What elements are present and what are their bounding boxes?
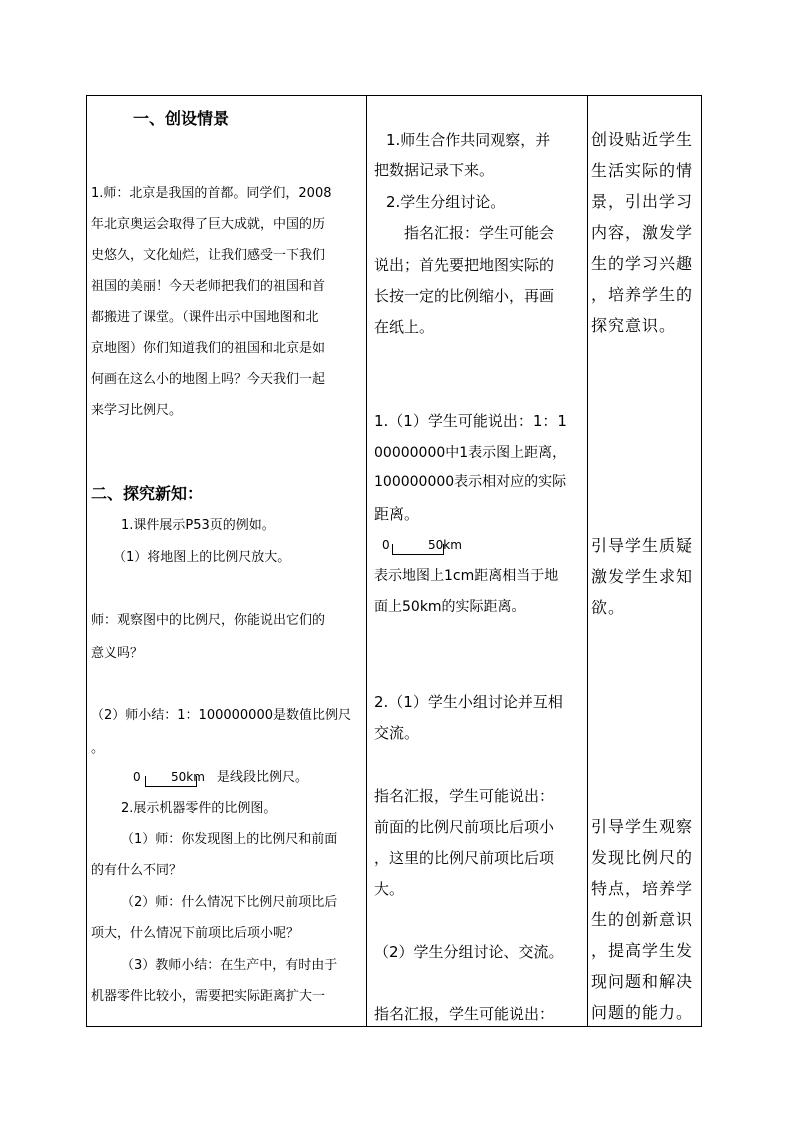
question-line: （1）师：你发现图上的比例尺和前面 — [121, 832, 338, 847]
student-text: 100000000表示相对应的实际 — [374, 474, 567, 490]
intent-text: 引导学生观察 — [591, 817, 694, 836]
column-divider — [587, 96, 588, 1026]
intro-line: 来学习比例尺。 — [91, 403, 183, 418]
teacher-activity-column — [87, 96, 366, 1026]
student-text: 在纸上。 — [374, 318, 435, 336]
intent-text: 引导学生质疑 — [591, 536, 694, 555]
student-text: 面上50km的实际距离。 — [374, 599, 526, 615]
student-text: 1.（1）学生可能说出：1：1 — [374, 412, 567, 430]
question-line: 意义吗？ — [91, 646, 144, 661]
scale-description: 是线段比例尺。 — [217, 770, 309, 785]
intent-text: 生活实际的情 — [591, 161, 694, 180]
student-text: 00000000中1表示图上距离， — [374, 445, 567, 461]
student-text: 大。 — [374, 880, 405, 898]
question-line: 的有什么不同？ — [91, 863, 183, 878]
intent-text: 欲。 — [591, 598, 626, 617]
intent-text: 生的创新意识 — [591, 910, 694, 929]
student-text: 指名汇报，学生可能说出： — [374, 787, 555, 805]
scale-zero-label: 0 — [133, 770, 141, 784]
column-divider — [366, 96, 367, 1026]
step-text: （1）将地图上的比例尺放大。 — [113, 550, 291, 565]
summary-line: （3）教师小结：在生产中，有时由于 — [121, 958, 338, 973]
intro-line: 京地图）你们知道我们的祖国和北京是如 — [91, 341, 326, 356]
student-text: 1.师生合作共同观察，并 — [386, 131, 551, 149]
intro-line: 祖国的美丽！今天老师把我们的祖国和首 — [91, 279, 326, 294]
student-text: 说出；首先要把地图实际的 — [374, 256, 555, 274]
section-heading-2: 二、探究新知： — [91, 484, 204, 503]
student-text: 表示地图上1cm距离相当于地 — [374, 568, 559, 584]
scale-distance-label: 50km — [171, 770, 205, 784]
step-text: 2.展示机器零件的比例图。 — [121, 801, 277, 816]
student-text: 距离。 — [374, 505, 420, 523]
scale-zero-label: 0 — [382, 538, 390, 552]
summary-line: （2）师小结：1：100000000是数值比例尺 — [91, 708, 351, 723]
student-text: 指名汇报，学生可能说出： — [374, 1005, 555, 1023]
intent-text: 内容，激发学 — [591, 223, 694, 242]
student-text: 长按一定的比例缩小，再画 — [374, 287, 555, 305]
lesson-table — [86, 95, 702, 1027]
intent-text: 问题的能力。 — [591, 1003, 694, 1022]
intent-text: 景，引出学习 — [591, 192, 694, 211]
intent-text: 生的学习兴趣 — [591, 254, 694, 273]
student-text: 把数据记录下来。 — [374, 161, 495, 179]
student-text: （2）学生分组讨论、交流。 — [374, 943, 564, 961]
intent-text: 发现比例尺的 — [591, 848, 694, 867]
question-line: 项大，什么情况下前项比后项小呢？ — [91, 926, 300, 941]
student-text: 指名汇报：学生可能会 — [404, 224, 555, 242]
question-line: （2）师：什么情况下比例尺前项比后 — [121, 895, 338, 910]
summary-line: 机器零件比较小，需要把实际距离扩大一 — [91, 989, 326, 1004]
student-text: 前面的比例尺前项比后项小 — [374, 818, 555, 836]
intro-line: 1.师：北京是我国的首都。同学们，2008 — [91, 186, 332, 201]
intro-line: 史悠久，文化灿烂，让我们感受一下我们 — [91, 248, 326, 263]
intent-text: 特点，培养学 — [591, 879, 694, 898]
summary-line: 。 — [91, 741, 105, 756]
intro-line: 年北京奥运会取得了巨大成就，中国的历 — [91, 217, 326, 232]
intent-text: 现问题和解决 — [591, 972, 694, 991]
question-line: 师：观察图中的比例尺，你能说出它们的 — [91, 613, 326, 628]
student-text: 2.学生分组讨论。 — [386, 193, 506, 211]
intent-text: ，提高学生发 — [591, 941, 694, 960]
student-text: ，这里的比例尺前项比后项 — [374, 849, 555, 867]
intent-text: ，培养学生的 — [591, 285, 694, 304]
intent-text: 激发学生求知 — [591, 567, 694, 586]
student-activity-column — [368, 96, 587, 1026]
intent-text: 创设贴近学生 — [591, 130, 694, 149]
scale-distance-label: 50km — [428, 538, 462, 552]
student-text: 交流。 — [374, 724, 420, 742]
section-heading-1: 一、创设情景 — [133, 109, 230, 128]
step-text: 1.课件展示P53页的例如。 — [121, 518, 275, 533]
student-text: 2.（1）学生小组讨论并互相 — [374, 693, 563, 711]
intro-line: 都搬进了课堂。（课件出示中国地图和北 — [91, 310, 319, 325]
intent-text: 探究意识。 — [591, 316, 677, 335]
design-intent-column — [589, 96, 701, 1026]
intro-line: 何画在这么小的地图上吗？今天我们一起 — [91, 372, 326, 387]
